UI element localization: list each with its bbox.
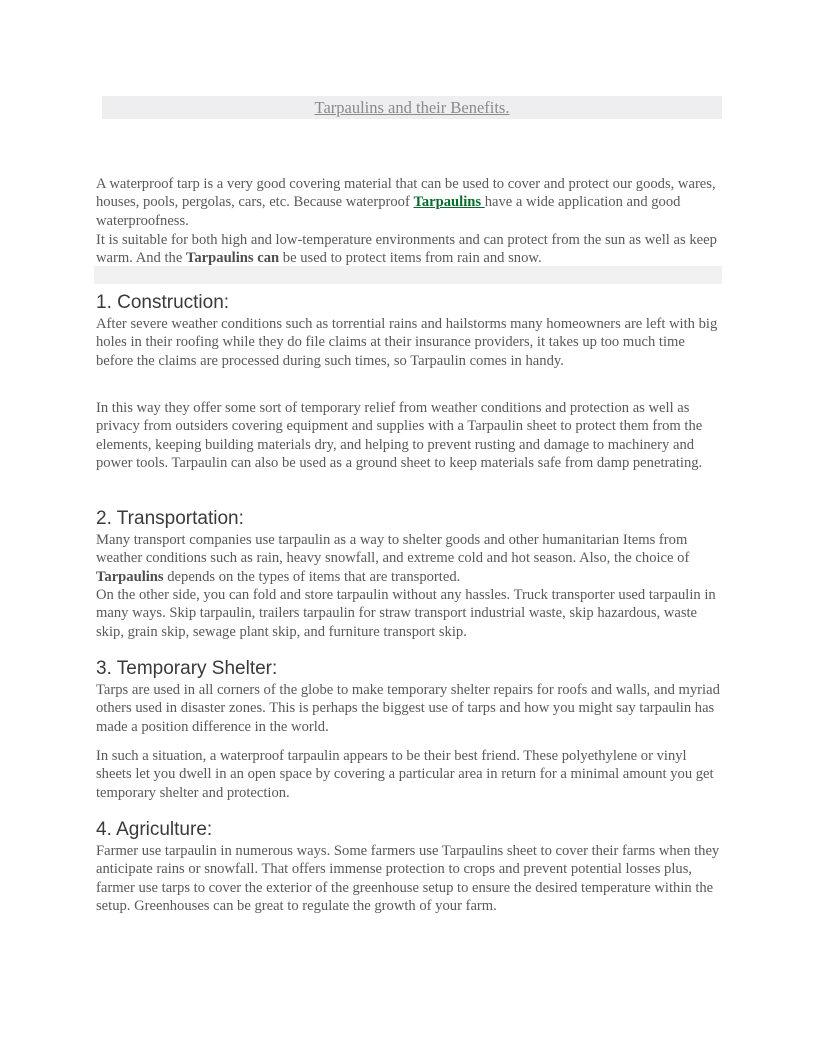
intro-paragraph-1 [96,175,724,230]
intro-text-1: A waterproof tarp is a very good covering material that can be used to cover and protect our goods, wares, houses, pools, pergolas, cars, etc. Because waterproof [96,176,716,211]
intro-text-4: be used to protect items from rain and snow. [279,250,542,267]
intro-paragraph-2 [96,231,724,268]
construction-paragraph-2: In this way they offer some sort of temporary relief from weather conditions and protection as well as privacy from outsiders covering equipment and supplies with a Tarpaulin sheet to protect them from the elements, keeping building materials dry, and helping to prevent rusting and damage to machinery and power tools. Tarpaulin can also be used as a ground sheet to keep materials safe from damp penetrating. [96,400,703,472]
transportation-text-1: Many transport companies use tarpaulin as a way to shelter goods and other humanitarian Items from weather conditions such as rain, heavy snowfall, and extreme cold and hot season. Also, the choice of [96,532,690,567]
shelter-paragraph-2: In such a situation, a waterproof tarpaulin appears to be their best friend. These polyethylene or vinyl sheets let you dwell in an open space by covering a particular area in return for a minimal amount you get temporary shelter and protection. [96,748,714,801]
construction-paragraph-1: After severe weather conditions such as torrential rains and hailstorms many homeowners are left with big holes in their roofing while they do file claims at their insurance providers, it takes up too much time before the claims are processed during such times, so Tarpaulin comes in handy. [96,316,718,369]
intro-text-2: have a wide application and good waterproofness. [96,194,681,229]
section-heading-construction: 1. Construction: [96,292,230,313]
transportation-paragraph-1 [96,531,724,586]
transportation-bold-text: Tarpaulins [96,568,164,585]
shelter-paragraph-1: Tarps are used in all corners of the globe to make temporary shelter repairs for roofs and walls, and myriad others used in disaster zones. This is perhaps the biggest use of tarps and how you might say tarpaulin has made a position difference in the world. [96,682,720,735]
transportation-text-2: depends on the types of items that are transported. [163,568,461,585]
intro-bold-text: Tarpaulins can [185,250,280,267]
transportation-paragraph-2: On the other side, you can fold and store tarpaulin without any hassles. Truck transporter used tarpaulin in many ways. Skip tarpaulin, trailers tarpaulin for straw transport industrial waste, skip hazardous, waste skip, grain skip, sewage plant skip, and furniture transport skip. [96,587,716,640]
intro-band [94,266,722,284]
section-heading-transportation: 2. Transportation: [96,508,244,529]
section-heading-agriculture: 4. Agriculture: [96,819,213,840]
page-title: Tarpaulins and their Benefits. [314,98,510,117]
section-heading-temporary-shelter: 3. Temporary Shelter: [96,658,278,679]
agriculture-paragraph-1: Farmer use tarpaulin in numerous ways. Some farmers use Tarpaulins sheet to cover their farms when they anticipate rains or snowfall. That offers immense protection to crops and prevent potential losses plus, farmer use tarps to cover the exterior of the greenhouse setup to ensure the desired temperature within the setup. Greenhouses can be great to regulate the growth of your farm. [96,843,720,915]
tarpaulins-link[interactable]: Tarpaulins [413,194,485,211]
intro-text-3: It is suitable for both high and low-temperature environments and can protect from the sun as well as keep warm. And the [96,232,717,267]
